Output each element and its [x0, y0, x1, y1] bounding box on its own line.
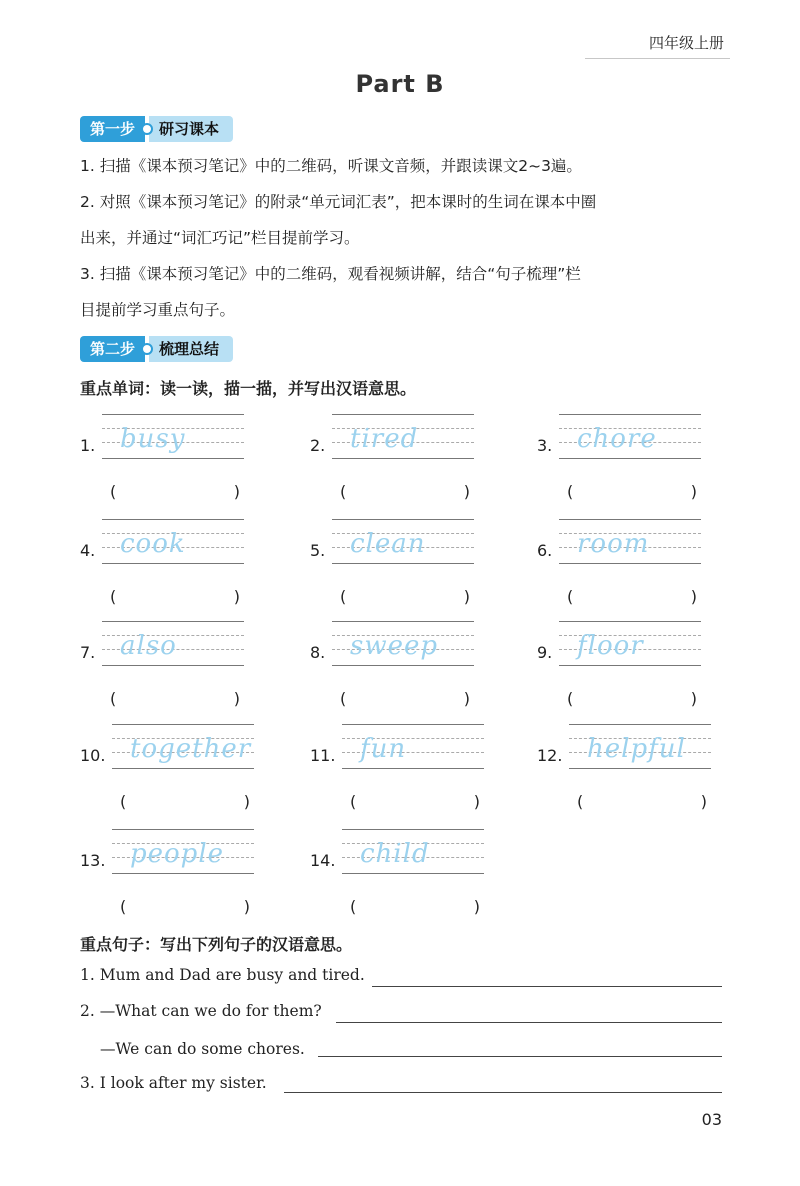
guide-line [112, 768, 254, 769]
word-item [537, 519, 757, 619]
word-item [537, 414, 757, 514]
answer-line-2[interactable] [336, 1022, 722, 1023]
right-paren: ) [473, 792, 480, 811]
guide-line [569, 724, 711, 725]
grade-label: 四年级上册 [648, 34, 724, 52]
word-number: 8. [310, 643, 326, 662]
word-item [310, 829, 530, 929]
trace-word: busy [120, 424, 186, 454]
word-number: 11. [310, 746, 336, 765]
guide-line [342, 829, 484, 830]
four-line-grid[interactable] [112, 829, 254, 877]
word-item [310, 414, 530, 514]
guide-line [332, 458, 474, 459]
step-dot-icon [141, 343, 153, 355]
word-item [310, 519, 530, 619]
word-number: 1. [80, 436, 96, 455]
word-item [80, 829, 300, 929]
word-number: 7. [80, 643, 96, 662]
four-line-grid[interactable] [559, 519, 701, 567]
four-line-grid[interactable] [559, 621, 701, 669]
guide-line [332, 414, 474, 415]
left-paren: ( [340, 482, 347, 501]
guide-line [559, 563, 701, 564]
guide-line [112, 873, 254, 874]
step1-line-2: 2. 对照《课本预习笔记》的附录“单元词汇表”，把本课时的生词在课本中圈 [80, 193, 597, 211]
header-rule [585, 58, 730, 59]
answer-line-1[interactable] [372, 986, 722, 987]
word-number: 14. [310, 851, 336, 870]
word-number: 4. [80, 541, 96, 560]
word-number: 6. [537, 541, 553, 560]
left-paren: ( [567, 689, 574, 708]
right-paren: ) [463, 689, 470, 708]
step1-line-3: 出来，并通过“词汇巧记”栏目提前学习。 [80, 229, 360, 247]
step1-name: 研习课本 [149, 116, 233, 142]
left-paren: ( [340, 587, 347, 606]
guide-line [342, 873, 484, 874]
trace-word: room [577, 529, 650, 559]
sentence-2: 2. —What can we do for them? [80, 1002, 322, 1020]
word-item [80, 519, 300, 619]
left-paren: ( [120, 897, 127, 916]
guide-line [559, 414, 701, 415]
trace-word: together [130, 734, 252, 764]
right-paren: ) [463, 587, 470, 606]
word-item [310, 724, 530, 824]
step1-line-1: 1. 扫描《课本预习笔记》中的二维码，听课文音频，并跟读课文2~3遍。 [80, 157, 582, 175]
guide-line [102, 665, 244, 666]
word-item [537, 621, 757, 721]
guide-line [112, 829, 254, 830]
trace-word: chore [577, 424, 657, 454]
trace-word: helpful [587, 734, 686, 764]
step1-line-5: 目提前学习重点句子。 [80, 301, 236, 319]
right-paren: ) [690, 482, 697, 501]
step2-name: 梳理总结 [149, 336, 233, 362]
word-number: 5. [310, 541, 326, 560]
right-paren: ) [690, 587, 697, 606]
word-item [80, 414, 300, 514]
four-line-grid[interactable] [342, 829, 484, 877]
guide-line [569, 768, 711, 769]
four-line-grid[interactable] [112, 724, 254, 772]
right-paren: ) [233, 482, 240, 501]
trace-word: sweep [350, 631, 439, 661]
trace-word: tired [350, 424, 419, 454]
guide-line [559, 519, 701, 520]
four-line-grid[interactable] [342, 724, 484, 772]
step-dot-icon [141, 123, 153, 135]
guide-line [559, 458, 701, 459]
left-paren: ( [340, 689, 347, 708]
word-number: 3. [537, 436, 553, 455]
four-line-grid[interactable] [102, 621, 244, 669]
trace-word: child [360, 839, 430, 869]
guide-line [559, 621, 701, 622]
right-paren: ) [233, 689, 240, 708]
guide-line [332, 621, 474, 622]
guide-line [342, 768, 484, 769]
guide-line [102, 458, 244, 459]
right-paren: ) [243, 897, 250, 916]
left-paren: ( [350, 792, 357, 811]
right-paren: ) [690, 689, 697, 708]
guide-line [102, 621, 244, 622]
guide-line [102, 519, 244, 520]
four-line-grid[interactable] [102, 519, 244, 567]
trace-word: cook [120, 529, 186, 559]
left-paren: ( [577, 792, 584, 811]
answer-line-3[interactable] [318, 1056, 722, 1057]
left-paren: ( [110, 689, 117, 708]
page-number: 03 [701, 1110, 722, 1129]
word-number: 12. [537, 746, 563, 765]
trace-word: clean [350, 529, 426, 559]
sentences-instruction: 重点句子：写出下列句子的汉语意思。 [80, 935, 353, 954]
left-paren: ( [567, 482, 574, 501]
four-line-grid[interactable] [332, 414, 474, 462]
left-paren: ( [120, 792, 127, 811]
sentence-1: 1. Mum and Dad are busy and tired. [80, 966, 365, 984]
guide-line [332, 519, 474, 520]
left-paren: ( [567, 587, 574, 606]
guide-line [559, 665, 701, 666]
guide-line [332, 563, 474, 564]
trace-word: people [130, 839, 225, 869]
right-paren: ) [233, 587, 240, 606]
guide-line [332, 665, 474, 666]
four-line-grid[interactable] [332, 621, 474, 669]
right-paren: ) [700, 792, 707, 811]
sentence-2-reply: —We can do some chores. [100, 1040, 305, 1058]
guide-line [342, 724, 484, 725]
trace-word: also [120, 631, 177, 661]
guide-line [102, 414, 244, 415]
four-line-grid[interactable] [102, 414, 244, 462]
word-number: 9. [537, 643, 553, 662]
step2-badge [80, 336, 233, 362]
guide-line [112, 724, 254, 725]
right-paren: ) [243, 792, 250, 811]
word-number: 13. [80, 851, 106, 870]
word-number: 10. [80, 746, 106, 765]
word-item [80, 724, 300, 824]
four-line-grid[interactable] [332, 519, 474, 567]
guide-line [102, 563, 244, 564]
word-item [80, 621, 300, 721]
word-number: 2. [310, 436, 326, 455]
step1-number: 第一步 [80, 116, 145, 142]
left-paren: ( [350, 897, 357, 916]
words-instruction: 重点单词：读一读，描一描，并写出汉语意思。 [80, 379, 417, 398]
right-paren: ) [463, 482, 470, 501]
four-line-grid[interactable] [569, 724, 711, 772]
step1-badge [80, 116, 233, 142]
page-title: Part B [355, 70, 445, 98]
left-paren: ( [110, 587, 117, 606]
four-line-grid[interactable] [559, 414, 701, 462]
step1-line-4: 3. 扫描《课本预习笔记》中的二维码，观看视频讲解，结合“句子梳理”栏 [80, 265, 581, 283]
step2-number: 第二步 [80, 336, 145, 362]
sentence-3: 3. I look after my sister. [80, 1074, 267, 1092]
trace-word: fun [360, 734, 407, 764]
word-item [537, 724, 757, 824]
right-paren: ) [473, 897, 480, 916]
trace-word: floor [577, 631, 644, 661]
word-item [310, 621, 530, 721]
left-paren: ( [110, 482, 117, 501]
answer-line-4[interactable] [284, 1092, 722, 1093]
